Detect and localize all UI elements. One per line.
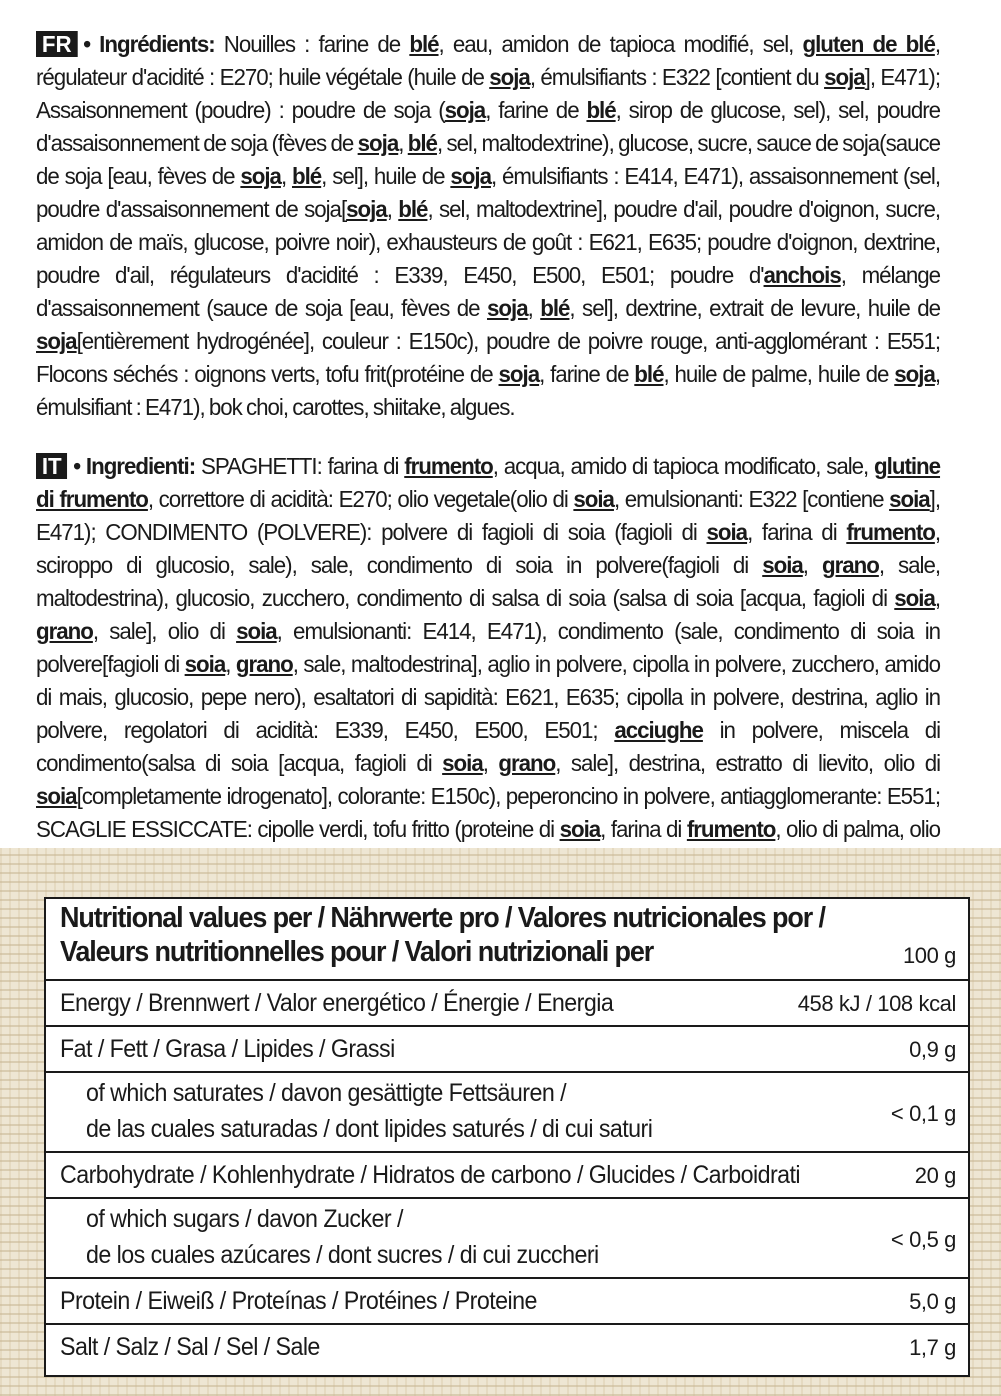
allergen-highlight: soja [894,361,935,387]
allergen-highlight: anchois [763,262,841,288]
nutrient-value: < 0,1 g [890,1101,956,1126]
allergen-highlight: soja [498,361,540,387]
allergen-highlight: soja [36,328,77,354]
allergen-highlight: soia [889,486,930,512]
allergen-highlight: soja [824,64,865,90]
nutrition-row-saturates [46,1071,968,1153]
allergen-highlight: blé [409,31,439,57]
allergen-highlight: soia [236,618,277,644]
nutrition-row-salt [46,1323,968,1377]
nutrition-row-sugars [46,1197,968,1279]
allergen-highlight: soja [450,163,491,189]
nutrition-row-fat [46,1025,968,1073]
nutrient-label: Fat / Fett / Grasa / Lipides / Grassi [60,1035,395,1063]
allergen-highlight: soja [489,64,530,90]
allergen-highlight: frumento [404,453,493,479]
allergen-highlight: soia [184,651,226,677]
ingredients-heading-fr: • Ingrédients: [83,31,215,57]
nutrient-label-line2: de las cuales saturadas / dont lipides saturés / di cui saturi [86,1115,653,1143]
nutrition-table-title [60,901,825,969]
nutrition-table [44,897,970,1377]
nutrient-label: Carbohydrate / Kohlenhydrate / Hidratos de carbono / Glucides / Carboidrati [60,1161,801,1189]
ingredients-text-it: SPAGHETTI: farina di frumento, acqua, amido di tapioca modificato, sale, glutine di frumento, correttore di acidità: E270; olio vegetale(olio di soia, emulsionanti: E322 [contiene soia], E471); CONDIMENTO (POLVERE): polvere di fagioli di soia (fagioli di soia, farina di frumento, sciroppo di glucosio, sale), sale, condimento di soia in polvere(fagioli di soia, grano, sale, maltodestrina), glucosio, zucchero, condimento di salsa di soia (salsa di soia [acqua, fagioli di soia, grano, sale], olio di soia, emulsionanti: E414, E471), condimento (sale, condimento di soia in polvere[fagioli di soia, grano, sale, maltodestrina], aglio in polvere, cipolla in polvere, zucchero, amido di mais, glucosio, pepe nero), esaltatori di sapidità: E621, E635; cipolla in polvere, destrina, aglio in polvere, regolatori di acidità: E339, E450, E500, E501; acciughe in polvere, miscela di condimento(salsa di soia [acqua, fagioli di soia, grano, sale], destrina, estratto di lievito, olio di soia[completamente idrogenato], colorante: E150c), peperoncino in polvere, antiagglomerante: E551; SCAGLIE ESSICCATE: cipolle verdi, tofu fritto (proteine di soia, farina di frumento, olio di palma, olio [36,453,940,875]
nutrition-row-protein [46,1277,968,1325]
allergen-highlight: blé [407,130,437,156]
nutrient-label: Energy / Brennwert / Valor energético / Énergie / Energia [60,989,614,1017]
allergen-highlight: soia [573,486,614,512]
allergen-highlight: grano [498,750,556,776]
allergen-highlight: soja [444,97,486,123]
allergen-highlight: soia [442,750,483,776]
nutrition-row-carbohydrate [46,1151,968,1199]
allergen-highlight: blé [540,295,570,321]
allergen-highlight: soia [559,816,601,842]
allergen-highlight: blé [634,361,664,387]
allergen-highlight: gluten de blé [802,31,935,57]
nutrient-value: < 0,5 g [890,1227,956,1252]
allergen-highlight: soja [240,163,281,189]
allergen-highlight: grano [821,552,879,578]
language-badge-fr: FR [36,31,77,57]
allergen-highlight: soia [36,783,77,809]
nutrient-label: Salt / Salz / Sal / Sel / Sale [60,1333,320,1361]
allergen-highlight: soia [706,519,748,545]
allergen-highlight: frumento [846,519,935,545]
ingredients-fr [36,28,940,424]
language-badge-it: IT [36,453,67,479]
nutrient-value: 5,0 g [909,1289,956,1314]
allergen-highlight: blé [586,97,616,123]
nutrient-value: 458 kJ / 108 kcal [797,991,956,1016]
nutrient-value: 1,7 g [909,1335,956,1360]
allergen-highlight: frumento [686,816,776,842]
allergen-highlight: soja [487,295,528,321]
allergen-highlight: soja [357,130,399,156]
nutrient-label: of which sugars / davon Zucker / [86,1205,403,1233]
allergen-highlight: grano [235,651,293,677]
allergen-highlight: soia [762,552,803,578]
allergen-highlight: soia [894,585,935,611]
nutrient-label: of which saturates / davon gesättigte Fettsäuren / [86,1079,567,1107]
allergen-highlight: acciughe [614,717,703,743]
nutrition-title-line2: Valeurs nutritionnelles pour / Valori nutrizionali per [60,936,654,968]
allergen-highlight: glutine di frumento [36,453,941,512]
per-100g-label: 100 g [902,943,956,968]
ingredients-heading-it: • Ingredienti: [73,453,196,479]
nutrition-row-energy [46,979,968,1027]
ingredients-text-fr: Nouilles : farine de blé, eau, amidon de tapioca modifié, sel, gluten de blé, régulateur d'acidité : E270; huile végétale (huile de soja, émulsifiants : E322 [contient du soja], E471); Assaisonnement (poudre) : poudre de soja (soja, farine de blé, sirop de glucose, sel), sel, poudre d'assaisonnement de soja (fèves de soja, blé, sel, maltodextrine), glucose, sucre, sauce de soja(sauce de soja [eau, fèves de soja, blé, sel], huile de soja, émulsifiants : E414, E471), assaisonnement (sel, poudre d'assaisonnement de soja[soja, blé, sel, maltodextrine], poudre d'ail, poudre d'oignon, sucre, amidon de maïs, glucose, poivre noir), exhausteurs de goût : E621, E635; poudre d'oignon, dextrine, poudre d'ail, régulateurs d'acidité : E339, E450, E500, E501; poudre d'anchois, mélange d'assaisonnement (sauce de soja [eau, fèves de soja, blé, sel], dextrine, extrait de levure, huile de soja[entièrement hydrogénée], couleur : E150c), poudre de poivre rouge, anti-agglomérant : E551; Flocons séchés : oignons verts, tofu frit(protéine de soja, farine de blé, huile de palme, huile de soja, émulsifiant : E471), bok choi, carottes, shiitake, algues. [36,31,941,420]
nutrient-value: 0,9 g [909,1037,956,1062]
allergen-highlight: grano [36,618,93,644]
nutrient-label: Protein / Eiweiß / Proteínas / Protéines / Proteine [60,1287,537,1315]
nutrition-header-row [46,899,968,979]
nutrient-value: 20 g [914,1163,956,1188]
allergen-highlight: blé [398,196,428,222]
allergen-highlight: blé [291,163,322,189]
ingredients-it [36,450,940,879]
allergen-highlight: soja [346,196,387,222]
nutrition-title-line1: Nutritional values per / Nährwerte pro / Valores nutricionales por / [60,902,825,934]
nutrient-label-line2: de los cuales azúcares / dont sucres / di cui zuccheri [86,1241,599,1269]
